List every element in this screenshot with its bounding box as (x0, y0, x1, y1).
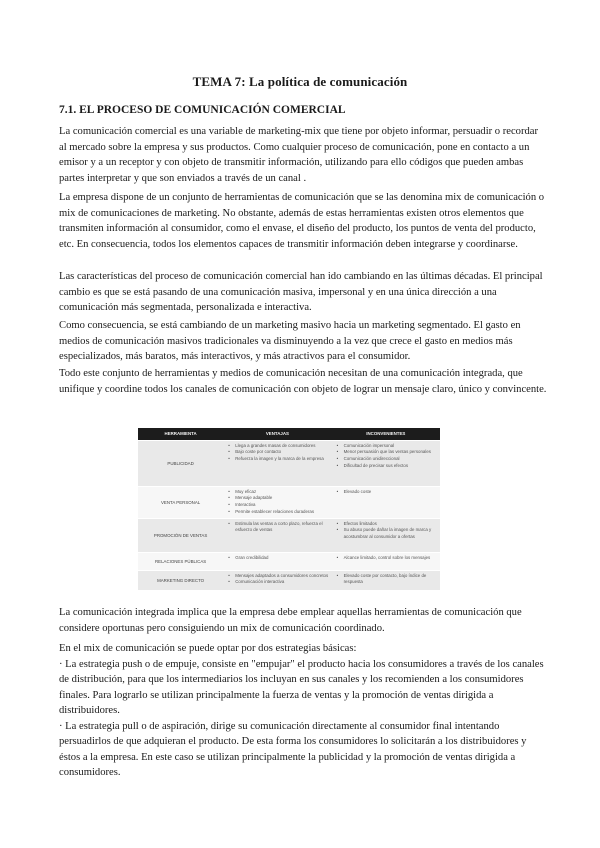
list-item: • Comunicación impersonal (335, 443, 437, 450)
ventajas-cell (223, 518, 331, 552)
ventajas-cell (223, 440, 331, 486)
communication-tools-table (138, 428, 440, 590)
list-item: • Su abuso puede dañar la imagen de marca y acostumbrar al consumidor a ofertas (335, 527, 437, 541)
header-ventajas: VENTAJAS (265, 431, 289, 437)
inconvenientes-cell (332, 486, 440, 518)
paragraph-caracteristicas: Las características del proceso de comunicación comercial han ido cambiando en las últimas décadas. El principal cambio es que se está pasando de una comunicación masiva, impersonal y en una única dirección a una comunicación más segmentada, personalizada e interactiva. (59, 271, 543, 313)
header-inconvenientes: INCONVENIENTES (366, 431, 406, 437)
paragraph-mix-de-comunicacion: La empresa dispone de un conjunto de herramientas de comunicación que se las denomina mix de comunicación o mix de comunicaciones de marketing. No obstante, además de estas herramientas existen otros elementos que transmiten información al consumidor, como el envase, el diseño del producto, los puntos de venta del producto, etc. En consecuencia, todos los elementos capaces de transmitir información deben integrarse y coordinarse. (59, 192, 545, 250)
list-item: • Alcance limitado, control sobre los mensajes (335, 555, 437, 562)
table-row (138, 518, 440, 552)
inconvenientes-cell (332, 440, 440, 486)
table-row (138, 440, 440, 486)
table-row (138, 486, 440, 518)
list-item: • Gran credibilidad (226, 555, 328, 562)
paragraph-estrategias: En el mix de comunicación se puede optar por dos estrategias básicas: · La estrategia push o de empuje, consiste en "empujar" el producto hacia los consumidores a través de los canales de distribución, para que los intermediarios los incluyan en sus canales y los recomienden a los consumidores finales. Para lograrlo se utilizan principalmente la fuerza de ventas y la promoción de ventas dirigida a distribuidores. · La estrategia pull o de aspiración, dirige su comunicación directamente al consumidor final intentando persuadirlos de que adquieran el producto. De esta forma los consumidores lo solicitarán a los distribuidores y éstos a la empresa. En este caso se utilizan principalmente la publicidad y la promoción de ventas dirigida a consumidores. (59, 643, 544, 778)
tool-cell: VENTA PERSONAL (138, 486, 223, 518)
table-header-row (138, 428, 440, 440)
ventajas-cell (223, 486, 331, 518)
inconvenientes-cell (332, 570, 440, 590)
list-item: • Estimula las ventas a corto plazo, refuerza el esfuerzo de ventas (226, 521, 328, 535)
paragraph-comunicacion-integrada: La comunicación integrada implica que la empresa debe emplear aquellas herramientas de comunicación que considere oportunas pero consiguiendo un mix de comunicación coordinado. (59, 607, 522, 634)
table-row (138, 552, 440, 570)
list-item: • Mensaje adaptable (226, 495, 328, 502)
list-item: • Mensajes adaptados a consumidores concretos (226, 573, 328, 580)
ventajas-cell (223, 552, 331, 570)
section-heading: 7.1. EL PROCESO DE COMUNICACIÓN COMERCIAL (59, 104, 346, 116)
list-item: • Interactiva (226, 502, 328, 509)
tool-cell: PUBLICIDAD (138, 440, 223, 486)
list-item: • Permite establecer relaciones duraderas (226, 509, 328, 516)
tool-cell: MARKETING DIRECTO (138, 570, 223, 590)
paragraph-consecuencia: Como consecuencia, se está cambiando de un marketing masivo hacia un marketing segmentado. El gasto en medios de comunicación masivos tradicionales va disminuyendo a la vez que crece el gasto en medios más especializados, más baratos, más interactivos, y más atractivos para el consumidor. (59, 320, 521, 362)
ventajas-cell (223, 570, 331, 590)
tool-cell: RELACIONES PÚBLICAS (138, 552, 223, 570)
document-title: TEMA 7: La política de comunicación (192, 74, 408, 89)
list-item: • Comunicación interactiva (226, 579, 328, 586)
inconvenientes-cell (332, 552, 440, 570)
list-item: • Dificultad de precisar sus efectos (335, 463, 437, 470)
list-item: • Refuerza la imagen y la marca de la empresa (226, 456, 328, 463)
tool-cell: PROMOCIÓN DE VENTAS (138, 518, 223, 552)
list-item: • Muy eficaz (226, 489, 328, 496)
table-row (138, 570, 440, 590)
list-item: • Bajo coste por contacto (226, 449, 328, 456)
list-item: • Elevado coste (335, 489, 437, 496)
list-item: • Elevado coste por contacto, bajo índice de respuesta (335, 573, 437, 587)
list-item: • Comunicación unidireccional (335, 456, 437, 463)
inconvenientes-cell (332, 518, 440, 552)
paragraph-definition: La comunicación comercial es una variable de marketing-mix que tiene por objeto informar, persuadir o recordar al mercado sobre la empresa y sus productos. Como cualquier proceso de comunicación, pone en contacto a un emisor y a un receptor y con objeto de transmitir información, utilizando para ello códigos que pueden ambas partes interpretar y que son enviados a través de un canal . (59, 126, 539, 184)
list-item: • Efectos limitados (335, 521, 437, 528)
paragraph-comunicacion-integrada-need: Todo este conjunto de herramientas y medios de comunicación necesitan de una comunicación integrada, que unifique y coordine todos los canales de comunicación con objeto de lograr un mensaje claro, único y convincente. (59, 368, 547, 395)
header-herramienta: HERRAMIENTA (164, 431, 197, 437)
list-item: • Llega a grandes masas de consumidores (226, 443, 328, 450)
list-item: • Menor persuasión que las ventas personales (335, 449, 437, 456)
